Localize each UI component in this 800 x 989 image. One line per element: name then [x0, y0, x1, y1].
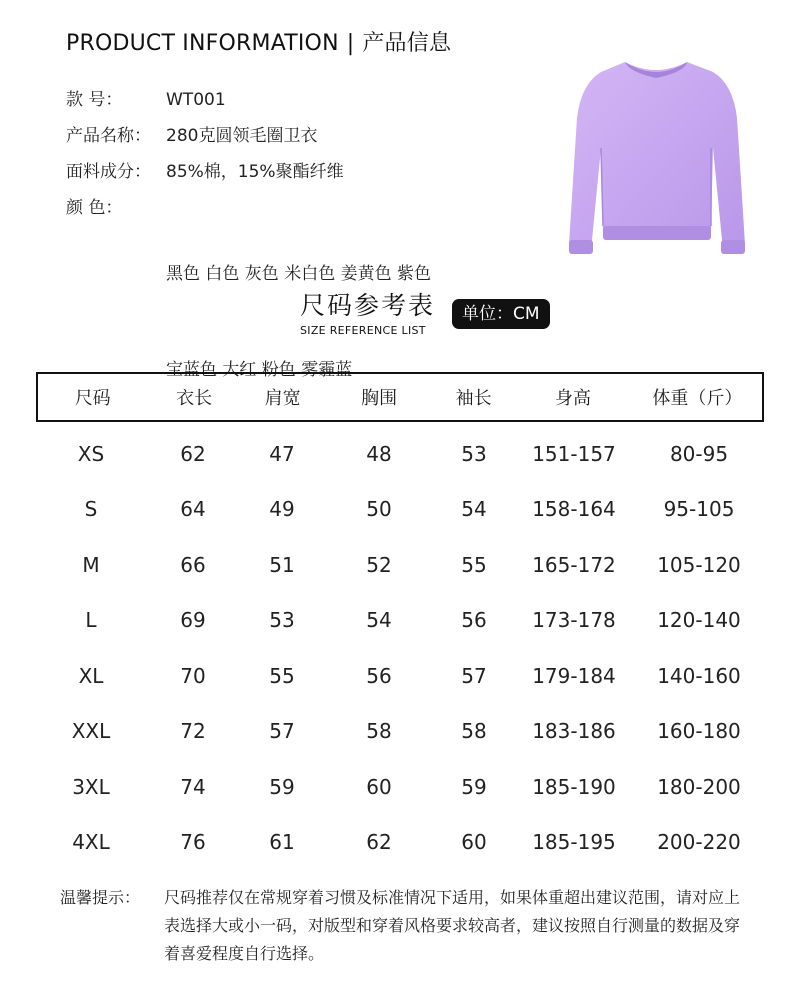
unit-badge: 单位：CM: [452, 299, 550, 329]
table-cell: 55: [461, 552, 487, 577]
table-cell: 72: [180, 719, 206, 744]
table-cell: 173-178: [532, 608, 616, 633]
table-cell: 74: [180, 774, 206, 799]
table-row: [36, 593, 764, 649]
table-cell: 4XL: [72, 830, 110, 855]
page-title-en: PRODUCT INFORMATION: [66, 31, 339, 56]
table-cell: 120-140: [657, 608, 741, 633]
table-cell: 165-172: [532, 552, 616, 577]
page-title-cn: 产品信息: [362, 31, 452, 56]
color-list-line-2: 宝蓝色 大红 粉色 雾霾蓝: [166, 360, 353, 380]
info-label: 面料成分：: [66, 162, 151, 182]
table-cell: M: [82, 552, 100, 577]
info-value: 280克圆领毛圈卫衣: [166, 126, 318, 146]
column-header: 袖长: [455, 388, 492, 409]
table-cell: 105-120: [657, 552, 741, 577]
column-header: 尺码: [74, 388, 111, 409]
table-body: [36, 426, 764, 870]
table-cell: 140-160: [657, 663, 741, 688]
table-cell: 158-164: [532, 497, 616, 522]
tips-label: 温馨提示：: [60, 888, 141, 907]
table-row: [36, 704, 764, 760]
info-value: 85%棉，15%聚酯纤维: [166, 162, 344, 182]
table-cell: 60: [366, 774, 392, 799]
table-cell: 160-180: [657, 719, 741, 744]
column-header: 身高: [555, 388, 592, 409]
table-cell: 50: [366, 497, 392, 522]
table-header: [36, 372, 764, 422]
table-cell: 54: [461, 497, 487, 522]
table-cell: 95-105: [663, 497, 735, 522]
table-row: [36, 648, 764, 704]
table-cell: 58: [461, 719, 487, 744]
table-cell: 80-95: [669, 441, 729, 466]
page-title: [66, 26, 451, 57]
table-cell: XXL: [71, 719, 111, 744]
table-cell: 179-184: [532, 663, 616, 688]
column-header: 肩宽: [264, 388, 301, 409]
table-cell: 59: [269, 774, 295, 799]
table-cell: 56: [366, 663, 392, 688]
table-cell: 3XL: [72, 774, 110, 799]
table-cell: 61: [269, 830, 295, 855]
column-header: 衣长: [176, 388, 213, 409]
table-cell: 76: [180, 830, 206, 855]
title-separator: |: [346, 31, 355, 56]
info-label: 款 号：: [66, 90, 123, 110]
table-row: [36, 482, 764, 538]
table-cell: 70: [180, 663, 206, 688]
table-row: [36, 537, 764, 593]
color-list-line-1: 黑色 白色 灰色 米白色 姜黄色 紫色: [166, 264, 432, 284]
table-cell: 62: [180, 441, 206, 466]
table-cell: 57: [269, 719, 295, 744]
table-cell: 64: [180, 497, 206, 522]
size-table: [36, 372, 764, 870]
table-cell: 48: [366, 441, 392, 466]
info-row-name: [66, 122, 431, 158]
table-cell: 151-157: [532, 441, 616, 466]
table-cell: 185-195: [532, 830, 616, 855]
size-chart-title: 尺码参考表: [300, 291, 436, 320]
table-row: [36, 426, 764, 482]
table-cell: 62: [366, 830, 392, 855]
table-cell: 56: [461, 608, 487, 633]
table-cell: 57: [461, 663, 487, 688]
info-label: 产品名称：: [66, 126, 151, 146]
table-cell: 52: [366, 552, 392, 577]
table-cell: XS: [77, 441, 105, 466]
table-cell: 185-190: [532, 774, 616, 799]
table-cell: 54: [366, 608, 392, 633]
info-row-style: [66, 86, 431, 122]
table-cell: 55: [269, 663, 295, 688]
table-cell: 180-200: [657, 774, 741, 799]
table-row: [36, 815, 764, 871]
info-row-fabric: [66, 158, 431, 194]
table-cell: 47: [269, 441, 295, 466]
size-chart-subtitle: SIZE REFERENCE LIST: [300, 324, 426, 337]
table-cell: 53: [269, 608, 295, 633]
table-cell: 59: [461, 774, 487, 799]
table-cell: S: [84, 497, 98, 522]
table-cell: 53: [461, 441, 487, 466]
table-cell: L: [85, 608, 97, 633]
table-cell: XL: [78, 663, 104, 688]
table-row: [36, 759, 764, 815]
column-header: 胸围: [361, 388, 398, 409]
table-cell: 200-220: [657, 830, 741, 855]
column-header: 体重（斤）: [652, 388, 743, 409]
tips-text: 尺码推荐仅在常规穿着习惯及标准情况下适用，如果体重超出建议范围，请对应上表选择大或小一码，对版型和穿着风格要求较高者，建议按照自行测量的数据及穿着喜爱程度自行选择。: [164, 888, 741, 963]
info-value: WT001: [166, 90, 226, 110]
size-chart-heading: [300, 286, 435, 337]
table-cell: 66: [180, 552, 206, 577]
table-cell: 60: [461, 830, 487, 855]
table-cell: 58: [366, 719, 392, 744]
sweatshirt-icon: [563, 56, 749, 274]
info-label: 颜 色：: [66, 198, 123, 218]
table-cell: 183-186: [532, 719, 616, 744]
table-cell: 49: [269, 497, 295, 522]
table-cell: 51: [269, 552, 295, 577]
tips-note: [60, 884, 750, 968]
table-cell: 69: [180, 608, 206, 633]
